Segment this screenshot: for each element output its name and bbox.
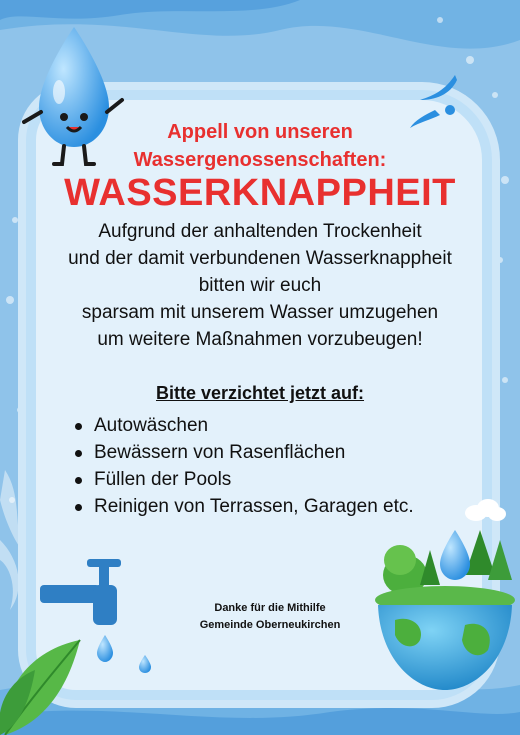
intro-line: sparsam mit unserem Wasser umzugehen [81, 302, 439, 323]
intro-text [50, 218, 470, 353]
headline: WASSERKNAPPHEIT [64, 172, 456, 214]
bullet-icon [75, 504, 82, 511]
list-item-label: Bewässern von Rasenflächen [94, 442, 346, 463]
list-item-label: Autowäschen [94, 415, 209, 436]
list-item [75, 493, 414, 520]
thanks-note [150, 600, 390, 634]
list-item [75, 439, 414, 466]
appeal-heading [100, 118, 420, 174]
intro-line: und der damit verbundenen Wasserknappheit [68, 248, 452, 269]
list-item-label: Reinigen von Terrassen, Garagen etc. [94, 496, 414, 517]
list-item-label: Füllen der Pools [94, 469, 232, 490]
bullet-icon [75, 477, 82, 484]
thanks-line: Gemeinde Oberneukirchen [199, 619, 341, 631]
intro-line: um weitere Maßnahmen vorzubeugen! [97, 329, 423, 350]
restriction-list [75, 412, 414, 520]
bullet-icon [75, 450, 82, 457]
intro-line: Aufgrund der anhaltenden Trockenheit [98, 221, 422, 242]
bullet-icon [75, 423, 82, 430]
appeal-line: Appell von unseren [167, 121, 353, 143]
intro-line: bitten wir euch [198, 275, 322, 296]
list-item [75, 412, 414, 439]
list-title: Bitte verzichtet jetzt auf: [155, 383, 365, 403]
thanks-line: Danke für die Mithilfe [214, 602, 326, 614]
list-item [75, 466, 414, 493]
appeal-line: Wassergenossenschaften: [133, 149, 387, 171]
